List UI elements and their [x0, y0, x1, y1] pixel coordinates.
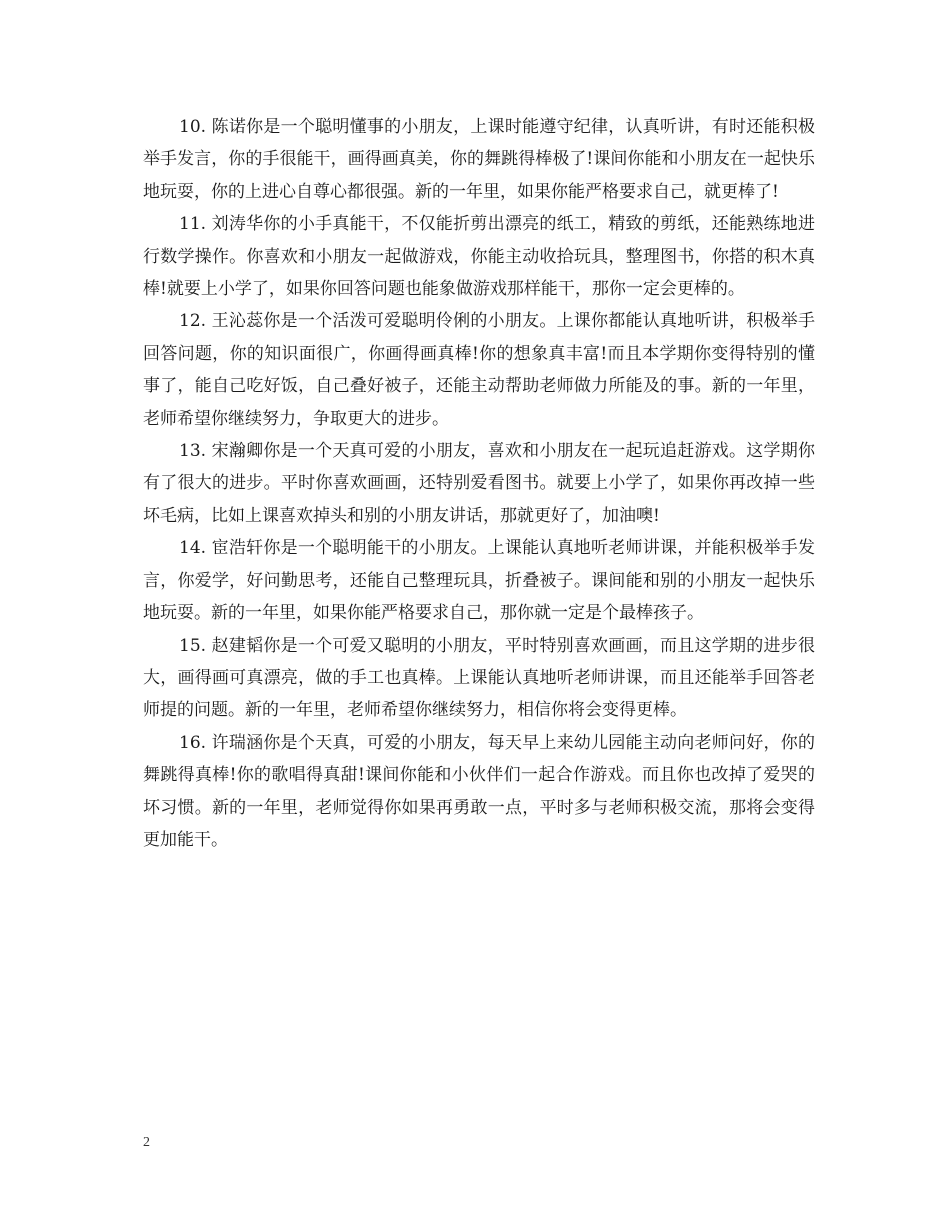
page-number: 2 — [143, 1135, 150, 1150]
comment-paragraph-12: 12. 王沁蕊你是一个活泼可爱聪明伶俐的小朋友。上课你都能认真地听讲，积极举手回答问题，你的知识面很广，你画得画真棒!你的想象真丰富!而且本学期你变得特别的懂事了，能自己吃好饭，自己叠好被子，还能主动帮助老师做力所能及的事。新的一年里，老师希望你继续努力，争取更大的进步。 — [143, 311, 815, 429]
comment-paragraph-16: 16. 许瑞涵你是个天真，可爱的小朋友，每天早上来幼儿园能主动向老师问好，你的舞跳得真棒!你的歌唱得真甜!课间你能和小伙伴们一起合作游戏。而且你也改掉了爱哭的坏习惯。新的一年里，老师觉得你如果再勇敢一点，平时多与老师积极交流，那将会变得更加能干。 — [143, 732, 815, 850]
document-body — [143, 111, 815, 856]
comment-paragraph-13: 13. 宋瀚卿你是一个天真可爱的小朋友，喜欢和小朋友在一起玩追赶游戏。这学期你有了很大的进步。平时你喜欢画画，还特别爱看图书。就要上小学了，如果你再改掉一些坏毛病，比如上课喜欢掉头和别的小朋友讲话，那就更好了，加油噢! — [143, 441, 815, 526]
comment-paragraph-10: 10. 陈诺你是一个聪明懂事的小朋友，上课时能遵守纪律，认真听讲，有时还能积极举手发言，你的手很能干，画得画真美，你的舞跳得棒极了!课间你能和小朋友在一起快乐地玩耍，你的上进心自尊心都很强。新的一年里，如果你能严格要求自己，就更棒了! — [143, 117, 815, 202]
comment-paragraph-14: 14. 宦浩轩你是一个聪明能干的小朋友。上课能认真地听老师讲课，并能积极举手发言，你爱学，好问勤思考，还能自己整理玩具，折叠被子。课间能和别的小朋友一起快乐地玩耍。新的一年里，如果你能严格要求自己，那你就一定是个最棒孩子。 — [143, 538, 815, 624]
comment-paragraph-11: 11. 刘涛华你的小手真能干，不仅能折剪出漂亮的纸工，精致的剪纸，还能熟练地进行数学操作。你喜欢和小朋友一起做游戏，你能主动收拾玩具，整理图书，你搭的积木真棒!就要上小学了，如果你回答问题也能象做游戏那样能干，那你一定会更棒的。 — [143, 214, 815, 300]
comment-paragraph-15: 15. 赵建韬你是一个可爱又聪明的小朋友，平时特别喜欢画画，而且这学期的进步很大，画得画可真漂亮，做的手工也真棒。上课能认真地听老师讲课，而且还能举手回答老师提的问题。新的一年里，老师希望你继续努力，相信你将会变得更棒。 — [143, 635, 815, 721]
